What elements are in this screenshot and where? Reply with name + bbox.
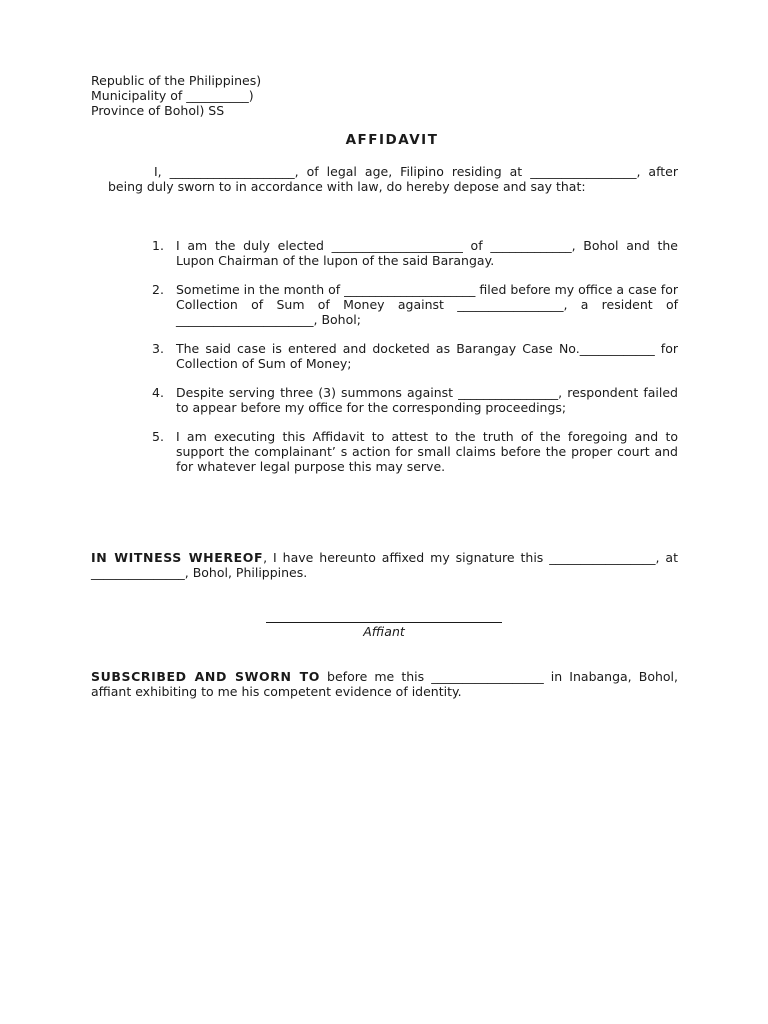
list-item bbox=[152, 282, 678, 327]
item-text: Despite serving three (3) summons against ________________, respondent failed to appear before my office for the corresponding proceedings; bbox=[176, 385, 678, 415]
item-text: I am executing this Affidavit to attest to the truth of the foregoing and to support the complainant’ s action for small claims before the proper court and for whatever legal purpose this may serve. bbox=[176, 429, 678, 474]
list-item bbox=[152, 341, 678, 371]
item-number: 1. bbox=[152, 238, 164, 253]
statement-list bbox=[152, 238, 678, 488]
header-municipality: Municipality of __________) bbox=[91, 88, 254, 103]
jurat-paragraph bbox=[91, 669, 678, 699]
item-text: I am the duly elected _____________________ of _____________, Bohol and the Lupon Chairman of the lupon of the said Barangay. bbox=[176, 238, 678, 268]
venue-header bbox=[91, 73, 261, 118]
jurat-text: before me this __________________ in Inabanga, Bohol, affiant exhibiting to me his competent evidence of identity. bbox=[91, 669, 678, 699]
list-item bbox=[152, 429, 678, 474]
intro-paragraph: I, ____________________, of legal age, Filipino residing at _________________, after being duly sworn to in accordance with law, do hereby depose and say that: bbox=[108, 164, 678, 194]
witness-paragraph bbox=[91, 550, 678, 580]
item-number: 4. bbox=[152, 385, 164, 400]
item-text: Sometime in the month of _____________________ filed before my office a case for Collection of Sum of Money against _________________, a resident of ______________________, Bohol; bbox=[176, 282, 678, 327]
header-republic: Republic of the Philippines) bbox=[91, 73, 262, 88]
witness-text: , I have hereunto affixed my signature this _________________, at _______________, Bohol, Philippines. bbox=[91, 550, 678, 580]
affiant-label: Affiant bbox=[363, 624, 405, 639]
item-number: 2. bbox=[152, 282, 164, 297]
jurat-heading: SUBSCRIBED AND SWORN TO bbox=[91, 669, 320, 684]
list-item bbox=[152, 238, 678, 268]
list-item bbox=[152, 385, 678, 415]
signature-line bbox=[266, 622, 502, 623]
item-number: 3. bbox=[152, 341, 164, 356]
item-number: 5. bbox=[152, 429, 164, 444]
witness-heading: IN WITNESS WHEREOF bbox=[91, 550, 264, 565]
document-title: AFFIDAVIT bbox=[345, 132, 439, 148]
item-text: The said case is entered and docketed as Barangay Case No.____________ for Collection of Sum of Money; bbox=[176, 341, 678, 371]
header-province: Province of Bohol) SS bbox=[91, 103, 225, 118]
